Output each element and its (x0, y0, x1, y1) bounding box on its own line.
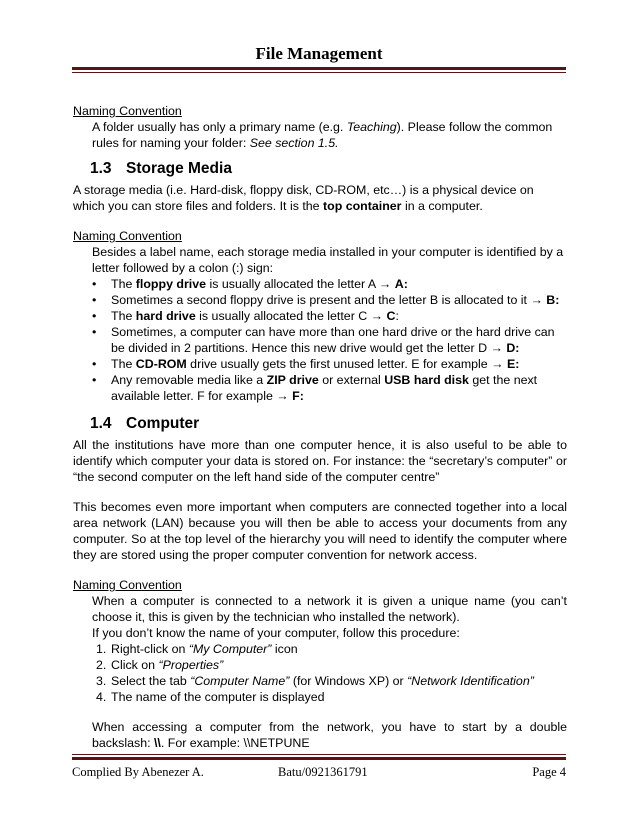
footer-rule-thick (72, 757, 566, 760)
arrow-right-icon: → (370, 309, 384, 323)
storage-naming-intro: Besides a label name, each storage media installed in your computer is identified by a letter followed by a colon (:) sign: (92, 245, 564, 275)
footer-rule-thin (72, 754, 566, 755)
computer-naming-paragraph: When a computer is connected to a network it is given a unique name (you can’t choose it, this is given by the technician who installed the network). (92, 594, 567, 624)
computer-paragraph-2: This becomes even more important when computers are connected together into a local area network (LAN) because you will then be able to access your documents from any computer. So at the top level of the hierarchy you will need to identify the computer where they are stored using the proper computer convention for network access. (73, 500, 567, 562)
list-item: • Sometimes a second floppy drive is present and the letter B is allocated to it → B: (92, 293, 560, 307)
procedure-steps (73, 641, 567, 705)
computer-paragraph-1: All the institutions have more than one computer hence, it is also useful to be able to identify which computer your data is stored on. For instance: the “secretary’s computer” or “the second computer on the left hand side of the computer centre” (73, 438, 567, 484)
storage-media-paragraph: A storage media (i.e. Hard-disk, floppy disk, CD-ROM, etc…) is a physical device on which you can store files and folders. It is the top container in a computer. (73, 183, 534, 213)
arrow-right-icon: → (276, 389, 289, 403)
header-rule-thick (72, 67, 566, 70)
list-item: • The CD-ROM drive usually gets the first unused letter. E for example → E: (92, 357, 520, 371)
list-item: 4. The name of the computer is displayed (96, 690, 325, 704)
page-content (73, 103, 567, 751)
footer-contact: Batu/0921361791 (278, 765, 368, 779)
list-item: • The floppy drive is usually allocated the letter A → A: (92, 277, 408, 291)
list-item: • Sometimes, a computer can have more than one hard drive or the hard drive can be divided in 2 partitions. Hence this new drive would get the letter D → D: (92, 325, 555, 355)
arrow-right-icon: → (530, 293, 543, 307)
footer-page-number: Page 4 (532, 765, 566, 779)
procedure-intro: If you don’t know the name of your computer, follow this procedure: (92, 626, 460, 640)
list-item: 1. Right-click on “My Computer” icon (96, 642, 298, 656)
list-item: 3. Select the tab “Computer Name” (for Windows XP) or “Network Identification” (96, 674, 534, 688)
naming-convention-label: Naming Convention (73, 229, 182, 243)
network-access-paragraph: When accessing a computer from the network, you have to start by a double backslash: \\. For example: \\NETPUNE (92, 720, 567, 750)
list-item: • The hard drive is usually allocated the letter C → C: (92, 309, 399, 323)
list-item: • Any removable media like a ZIP drive or external USB hard disk get the next available letter. F for example → F: (92, 373, 538, 403)
folder-naming-paragraph: A folder usually has only a primary name (e.g. Teaching). Please follow the common rules for naming your folder: See section 1.5. (92, 120, 553, 150)
section-heading-storage-media: 1.3 Storage Media (90, 160, 232, 177)
section-heading-computer: 1.4 Computer (90, 415, 200, 432)
list-item: 2. Click on “Properties” (96, 658, 224, 672)
page-header-title: File Management (255, 44, 383, 63)
arrow-right-icon: → (491, 357, 504, 371)
footer-author: Complied By Abenezer A. (72, 765, 204, 779)
header-rule-thin (72, 72, 566, 73)
naming-convention-label: Naming Convention (73, 104, 182, 118)
drive-letter-list (73, 276, 567, 404)
arrow-right-icon: → (378, 277, 392, 291)
arrow-right-icon: → (490, 341, 503, 355)
naming-convention-label: Naming Convention (73, 578, 182, 592)
